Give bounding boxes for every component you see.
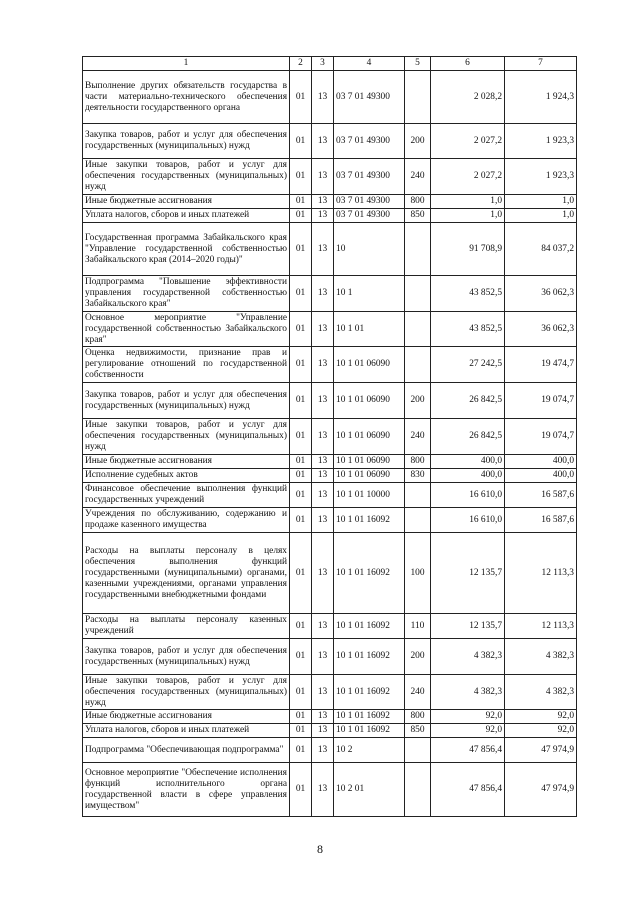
header-cell: 6 [431, 57, 505, 71]
row-amount-col7: 400,0 [505, 469, 577, 483]
row-expense-type: 110 [405, 614, 431, 639]
row-subsection: 13 [312, 209, 334, 223]
row-amount-col6: 16 610,0 [431, 483, 505, 508]
row-subsection: 13 [312, 469, 334, 483]
table-row [83, 763, 577, 817]
row-amount-col7: 47 974,9 [505, 738, 577, 763]
row-expense-type: 200 [405, 639, 431, 675]
row-subsection: 13 [312, 312, 334, 347]
row-subsection: 13 [312, 710, 334, 724]
row-amount-col6: 400,0 [431, 469, 505, 483]
row-subsection: 13 [312, 508, 334, 533]
row-target-article: 10 2 01 [334, 763, 405, 817]
table-row [83, 223, 577, 276]
row-subsection: 13 [312, 614, 334, 639]
table-row [83, 455, 577, 469]
row-subsection: 13 [312, 159, 334, 195]
table-row [83, 71, 577, 124]
row-subsection: 13 [312, 223, 334, 276]
row-amount-col6: 47 856,4 [431, 763, 505, 817]
header-cell: 3 [312, 57, 334, 71]
row-section: 01 [290, 710, 312, 724]
header-cell: 5 [405, 57, 431, 71]
row-section: 01 [290, 483, 312, 508]
row-amount-col7: 4 382,3 [505, 639, 577, 675]
row-amount-col7: 1,0 [505, 195, 577, 209]
table-row [83, 469, 577, 483]
row-amount-col6: 2 027,2 [431, 159, 505, 195]
row-section: 01 [290, 383, 312, 419]
row-subsection: 13 [312, 276, 334, 312]
row-section: 01 [290, 533, 312, 614]
row-description: Закупка товаров, работ и услуг для обеспечения государственных (муниципальных) нужд [83, 383, 290, 419]
row-amount-col6: 400,0 [431, 455, 505, 469]
row-subsection: 13 [312, 724, 334, 738]
row-section: 01 [290, 675, 312, 710]
row-expense-type [405, 347, 431, 383]
row-target-article: 10 1 01 16092 [334, 639, 405, 675]
row-section: 01 [290, 639, 312, 675]
row-amount-col6: 12 135,7 [431, 614, 505, 639]
row-amount-col6: 4 382,3 [431, 675, 505, 710]
row-section: 01 [290, 614, 312, 639]
row-expense-type: 850 [405, 209, 431, 223]
row-amount-col6: 12 135,7 [431, 533, 505, 614]
row-amount-col6: 26 842,5 [431, 419, 505, 455]
row-section: 01 [290, 312, 312, 347]
row-amount-col7: 12 113,3 [505, 533, 577, 614]
row-subsection: 13 [312, 738, 334, 763]
header-cell: 4 [334, 57, 405, 71]
table-row [83, 312, 577, 347]
row-expense-type: 240 [405, 675, 431, 710]
row-section: 01 [290, 209, 312, 223]
row-amount-col7: 47 974,9 [505, 763, 577, 817]
row-section: 01 [290, 159, 312, 195]
table-row [83, 724, 577, 738]
row-target-article: 10 1 01 16092 [334, 710, 405, 724]
row-amount-col7: 16 587,6 [505, 483, 577, 508]
row-amount-col7: 92,0 [505, 710, 577, 724]
row-description: Иные бюджетные ассигнования [83, 455, 290, 469]
row-amount-col7: 12 113,3 [505, 614, 577, 639]
row-section: 01 [290, 724, 312, 738]
table-row [83, 675, 577, 710]
row-amount-col6: 16 610,0 [431, 508, 505, 533]
row-description: Финансовое обеспечение выполнения функций государственных учреждений [83, 483, 290, 508]
table-row [83, 639, 577, 675]
row-amount-col7: 1 924,3 [505, 71, 577, 124]
row-subsection: 13 [312, 383, 334, 419]
row-section: 01 [290, 223, 312, 276]
row-section: 01 [290, 71, 312, 124]
row-target-article: 10 [334, 223, 405, 276]
row-target-article: 10 1 [334, 276, 405, 312]
table-row [83, 533, 577, 614]
row-amount-col7: 19 074,7 [505, 419, 577, 455]
row-section: 01 [290, 276, 312, 312]
row-description: Иные закупки товаров, работ и услуг для обеспечения государственных (муниципальных) нужд [83, 159, 290, 195]
row-subsection: 13 [312, 675, 334, 710]
row-description: Государственная программа Забайкальского края "Управление государственной собственностью Забайкальского края (2014–2020 годы)" [83, 223, 290, 276]
row-expense-type: 800 [405, 195, 431, 209]
row-amount-col7: 92,0 [505, 724, 577, 738]
row-amount-col7: 1 923,3 [505, 159, 577, 195]
row-section: 01 [290, 763, 312, 817]
table-row [83, 614, 577, 639]
row-amount-col6: 1,0 [431, 195, 505, 209]
row-target-article: 10 1 01 16092 [334, 533, 405, 614]
row-amount-col6: 2 028,2 [431, 71, 505, 124]
row-expense-type: 800 [405, 455, 431, 469]
row-description: Закупка товаров, работ и услуг для обеспечения государственных (муниципальных) нужд [83, 639, 290, 675]
row-target-article: 10 1 01 16092 [334, 508, 405, 533]
row-expense-type [405, 738, 431, 763]
row-amount-col6: 4 382,3 [431, 639, 505, 675]
row-section: 01 [290, 347, 312, 383]
row-subsection: 13 [312, 71, 334, 124]
row-description: Иные бюджетные ассигнования [83, 710, 290, 724]
row-expense-type [405, 71, 431, 124]
row-subsection: 13 [312, 763, 334, 817]
row-target-article: 10 1 01 10000 [334, 483, 405, 508]
row-description: Иные бюджетные ассигнования [83, 195, 290, 209]
row-target-article: 03 7 01 49300 [334, 71, 405, 124]
row-amount-col7: 400,0 [505, 455, 577, 469]
row-description: Расходы на выплаты персоналу в целях обеспечения выполнения функций государственными (муниципальными) органами, казенными учреждениями, органами управления государственными внебюджетными фондами [83, 533, 290, 614]
row-target-article: 10 1 01 06090 [334, 469, 405, 483]
table-row [83, 508, 577, 533]
row-amount-col7: 4 382,3 [505, 675, 577, 710]
row-expense-type: 200 [405, 383, 431, 419]
row-expense-type [405, 763, 431, 817]
row-target-article: 03 7 01 49300 [334, 159, 405, 195]
table-row [83, 276, 577, 312]
row-expense-type: 100 [405, 533, 431, 614]
row-expense-type: 830 [405, 469, 431, 483]
row-subsection: 13 [312, 419, 334, 455]
row-description: Закупка товаров, работ и услуг для обеспечения государственных (муниципальных) нужд [83, 124, 290, 159]
row-section: 01 [290, 419, 312, 455]
row-amount-col6: 43 852,5 [431, 276, 505, 312]
row-target-article: 10 1 01 06090 [334, 383, 405, 419]
table-row [83, 347, 577, 383]
row-section: 01 [290, 455, 312, 469]
row-subsection: 13 [312, 347, 334, 383]
row-subsection: 13 [312, 483, 334, 508]
row-description: Иные закупки товаров, работ и услуг для обеспечения государственных (муниципальных) нужд [83, 419, 290, 455]
table-row [83, 738, 577, 763]
row-target-article: 10 1 01 06090 [334, 455, 405, 469]
row-target-article: 10 1 01 06090 [334, 419, 405, 455]
table-row [83, 124, 577, 159]
row-description: Исполнение судебных актов [83, 469, 290, 483]
table-row [83, 195, 577, 209]
row-expense-type [405, 276, 431, 312]
row-amount-col6: 2 027,2 [431, 124, 505, 159]
row-description: Основное мероприятие "Обеспечение исполнения функций исполнительного органа государственной власти в сфере управления имуществом" [83, 763, 290, 817]
table-row [83, 419, 577, 455]
row-target-article: 03 7 01 49300 [334, 124, 405, 159]
row-expense-type: 240 [405, 419, 431, 455]
row-expense-type: 850 [405, 724, 431, 738]
row-description: Уплата налогов, сборов и иных платежей [83, 724, 290, 738]
row-expense-type [405, 223, 431, 276]
row-description: Выполнение других обязательств государства в части материально-технического обеспечения деятельности государственного органа [83, 71, 290, 124]
row-subsection: 13 [312, 639, 334, 675]
row-subsection: 13 [312, 124, 334, 159]
row-section: 01 [290, 469, 312, 483]
row-amount-col7: 16 587,6 [505, 508, 577, 533]
table-row [83, 483, 577, 508]
row-amount-col7: 19 474,7 [505, 347, 577, 383]
row-description: Подпрограмма "Повышение эффективности управления государственной собственностью Забайкальского края" [83, 276, 290, 312]
row-description: Основное мероприятие "Управление государственной собственностью Забайкальского края" [83, 312, 290, 347]
row-description: Подпрограмма "Обеспечивающая подпрограмма" [83, 738, 290, 763]
row-target-article: 03 7 01 49300 [334, 209, 405, 223]
row-subsection: 13 [312, 195, 334, 209]
row-description: Расходы на выплаты персоналу казенных учреждений [83, 614, 290, 639]
table-row [83, 159, 577, 195]
row-target-article: 10 1 01 16092 [334, 724, 405, 738]
row-amount-col7: 36 062,3 [505, 276, 577, 312]
row-expense-type [405, 483, 431, 508]
row-amount-col7: 1 923,3 [505, 124, 577, 159]
row-description: Учреждения по обслуживанию, содержанию и продаже казенного имущества [83, 508, 290, 533]
table-row [83, 710, 577, 724]
row-amount-col6: 47 856,4 [431, 738, 505, 763]
row-amount-col6: 92,0 [431, 710, 505, 724]
row-section: 01 [290, 738, 312, 763]
page-number: 8 [317, 842, 323, 856]
row-amount-col6: 91 708,9 [431, 223, 505, 276]
row-subsection: 13 [312, 533, 334, 614]
row-expense-type: 200 [405, 124, 431, 159]
row-target-article: 10 2 [334, 738, 405, 763]
row-target-article: 10 1 01 06090 [334, 347, 405, 383]
row-amount-col7: 36 062,3 [505, 312, 577, 347]
header-cell: 2 [290, 57, 312, 71]
budget-table [82, 56, 577, 817]
row-amount-col6: 26 842,5 [431, 383, 505, 419]
header-row [83, 57, 577, 71]
row-amount-col7: 1,0 [505, 209, 577, 223]
row-target-article: 10 1 01 [334, 312, 405, 347]
row-target-article: 03 7 01 49300 [334, 195, 405, 209]
row-subsection: 13 [312, 455, 334, 469]
row-amount-col7: 84 037,2 [505, 223, 577, 276]
row-amount-col6: 43 852,5 [431, 312, 505, 347]
row-expense-type [405, 312, 431, 347]
row-description: Иные закупки товаров, работ и услуг для обеспечения государственных (муниципальных) нужд [83, 675, 290, 710]
row-expense-type: 800 [405, 710, 431, 724]
row-amount-col7: 19 074,7 [505, 383, 577, 419]
row-amount-col6: 92,0 [431, 724, 505, 738]
table-row [83, 383, 577, 419]
row-amount-col6: 27 242,5 [431, 347, 505, 383]
row-target-article: 10 1 01 16092 [334, 614, 405, 639]
row-expense-type [405, 508, 431, 533]
row-section: 01 [290, 124, 312, 159]
row-section: 01 [290, 508, 312, 533]
row-target-article: 10 1 01 16092 [334, 675, 405, 710]
table-row [83, 209, 577, 223]
row-expense-type: 240 [405, 159, 431, 195]
header-cell: 7 [505, 57, 577, 71]
row-section: 01 [290, 195, 312, 209]
row-amount-col6: 1,0 [431, 209, 505, 223]
header-cell: 1 [83, 57, 290, 71]
row-description: Оценка недвижимости, признание прав и регулирование отношений по государственной собственности [83, 347, 290, 383]
row-description: Уплата налогов, сборов и иных платежей [83, 209, 290, 223]
